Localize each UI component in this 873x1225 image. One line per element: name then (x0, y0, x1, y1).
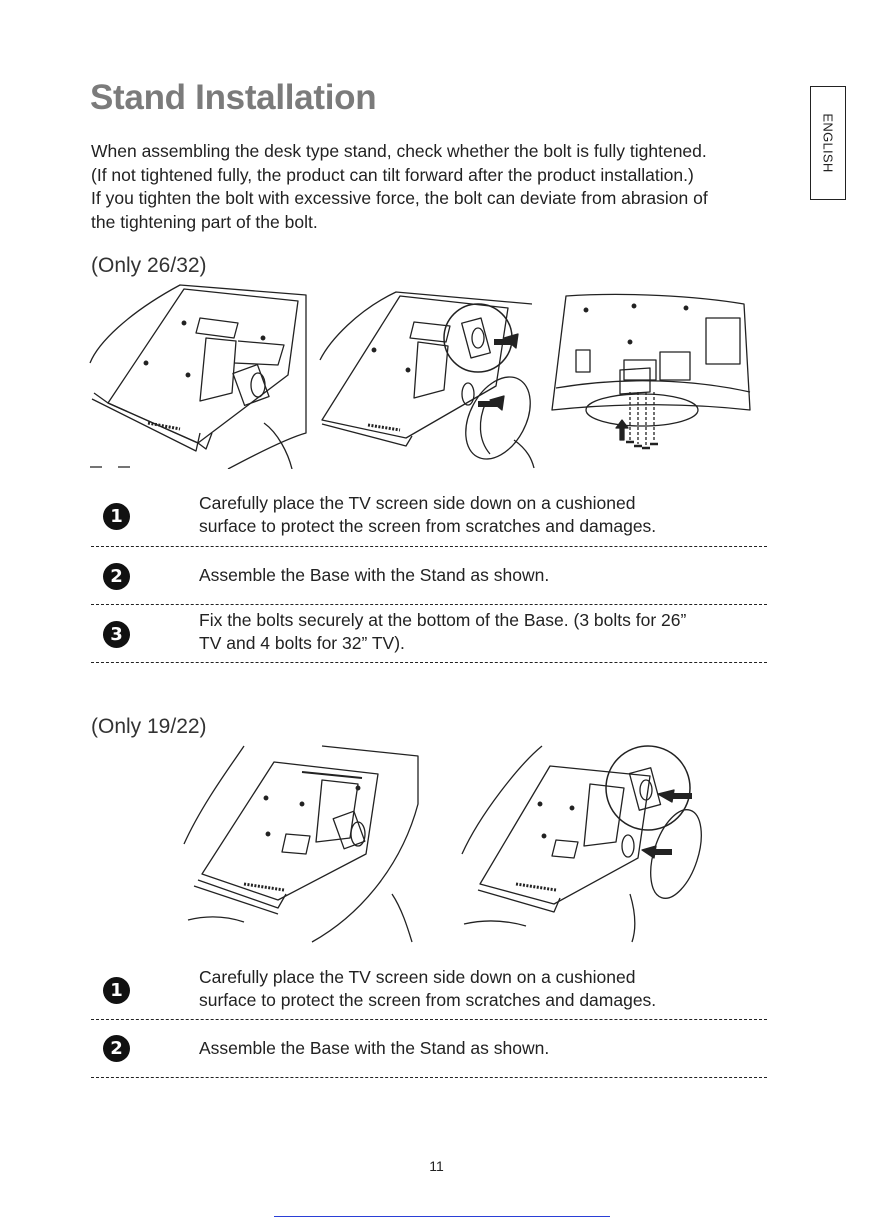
page-number: 11 (429, 1158, 444, 1174)
language-tab-label: ENGLISH (820, 113, 836, 173)
step-number-2: 2 (103, 1035, 130, 1062)
step-line: Carefully place the TV screen side down on a cushioned (199, 967, 636, 987)
dashed-divider (91, 604, 767, 605)
step-number-3: 3 (103, 621, 130, 648)
step-text (199, 1037, 549, 1060)
illustration-attach-base (318, 290, 536, 470)
page-title: Stand Installation (90, 78, 377, 117)
section-label-19-22: (Only 19/22) (91, 715, 207, 738)
step-text (199, 492, 656, 538)
illustration-tv-face-down-small (182, 744, 420, 944)
illustration-attach-base-small (460, 744, 704, 944)
step-number-1: 1 (103, 503, 130, 530)
dashed-divider (91, 1019, 767, 1020)
step-line: Assemble the Base with the Stand as shown. (199, 1038, 550, 1058)
step-line: surface to protect the screen from scratches and damages. (199, 990, 657, 1010)
step-line: surface to protect the screen from scratches and damages. (199, 516, 657, 536)
step-line: TV and 4 bolts for 32” TV). (199, 633, 405, 653)
step-text (199, 564, 549, 587)
step-item (91, 560, 767, 600)
dashed-divider (91, 546, 767, 547)
step-item (91, 964, 767, 1020)
step-text (199, 966, 656, 1012)
step-text (199, 609, 686, 655)
dashed-divider (91, 1077, 767, 1078)
step-number-1: 1 (103, 977, 130, 1004)
step-line: Fix the bolts securely at the bottom of the Base. (3 bolts for 26” (199, 610, 687, 630)
section-label-26-32: (Only 26/32) (91, 254, 207, 277)
language-tab (810, 86, 846, 200)
intro-line: If you tighten the bolt with excessive force, the bolt can deviate from abrasion of (91, 188, 708, 208)
step-item (91, 608, 767, 664)
illustration-fix-bolts (546, 292, 758, 460)
footer-link-underline (274, 1216, 610, 1217)
step-number-2: 2 (103, 563, 130, 590)
intro-line: When assembling the desk type stand, check whether the bolt is fully tightened. (91, 141, 707, 161)
intro-line: (If not tightened fully, the product can tilt forward after the product installation.) (91, 164, 694, 185)
intro-line: the tightening part of the bolt. (91, 211, 318, 232)
step-item (91, 490, 767, 546)
step-line: Carefully place the TV screen side down on a cushioned (199, 493, 636, 513)
intro-paragraph (91, 140, 811, 234)
step-item (91, 1032, 767, 1072)
dashed-divider (91, 662, 767, 663)
illustration-tv-face-down (88, 283, 312, 469)
step-line: Assemble the Base with the Stand as shown. (199, 565, 550, 585)
